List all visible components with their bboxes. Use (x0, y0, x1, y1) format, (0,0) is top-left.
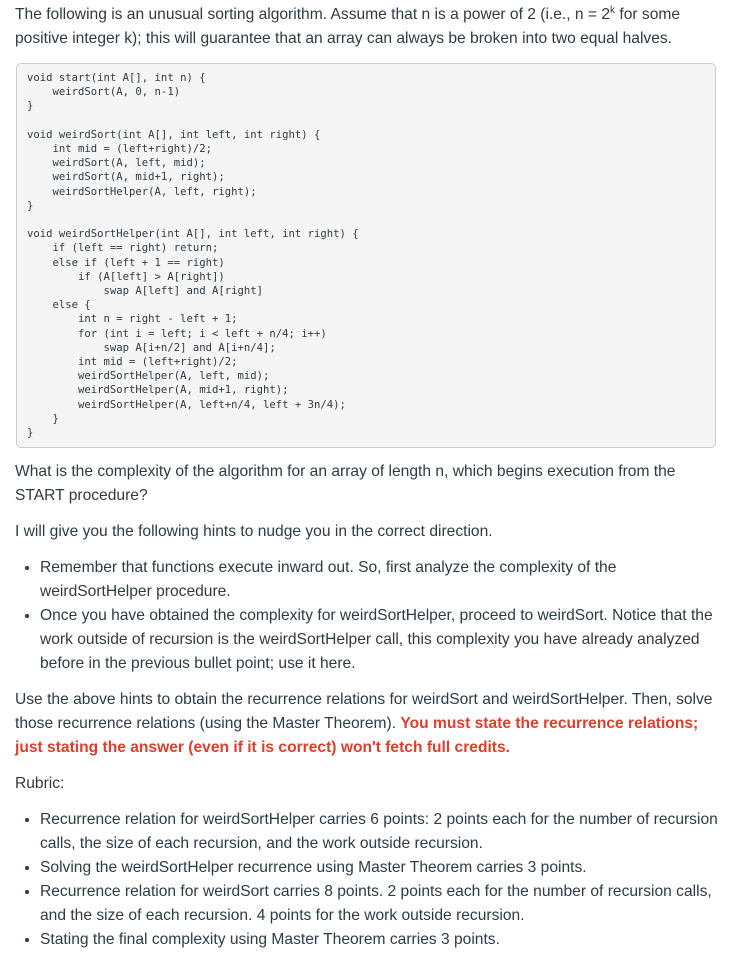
code-line: weirdSortHelper(A, left, right); (52, 185, 257, 198)
hints-intro: I will give you the following hints to nudge you in the correct direction. (15, 523, 493, 541)
intro-text-after: for some positive integer k); this will guarantee that an array can always be broken into two equal halves. (15, 6, 681, 47)
code-line: if (A[left] > A[right]) (78, 270, 225, 283)
list-item: • Stating the final complexity using Master Theorem carries 3 points. (40, 928, 718, 952)
code-line: void weirdSortHelper(int A[], int left, int right) { (27, 228, 359, 241)
code-line: weirdSort(A, left, mid); (52, 157, 206, 170)
code-line: weirdSortHelper(A, left+n/4, left + 3n/4); (78, 398, 346, 411)
list-item: • Recurrence relation for weirdSort carries 8 points. 2 points each for the number of recursion calls, and the size of each recursion. 4 points for the work outside recursion. (40, 880, 718, 928)
code-line: weirdSort(A, mid+1, right); (52, 171, 225, 184)
code-block (16, 63, 716, 448)
hints-list (15, 556, 718, 676)
code-line: int mid = (left+right)/2; (52, 143, 212, 156)
code-line: } (52, 412, 59, 425)
list-item: • Once you have obtained the complexity for weirdSortHelper, proceed to weirdSort. Notice that the work outside of recursion is the weirdSortHelper call, this complexity you have already analyzed before in the previous bullet point; use it here. (40, 604, 718, 676)
intro-text-before: The following is an unusual sorting algorithm. Assume that n is a power of 2 (i.e., n = 2 (15, 6, 611, 23)
instruction-emphasis: You must state the recurrence relations; just stating the answer (even if it is correct) won't fetch full credits. (15, 715, 699, 757)
code-line: swap A[i+n/2] and A[i+n/4]; (103, 341, 276, 354)
instruction-paragraph (15, 688, 718, 760)
code-line: else { (52, 299, 91, 312)
code-line: void weirdSort(int A[], int left, int right) { (27, 128, 321, 141)
code-line: weirdSortHelper(A, left, mid); (78, 370, 270, 383)
rubric-list (15, 808, 718, 952)
list-item: • Recurrence relation for weirdSortHelper carries 6 points: 2 points each for the number of recursion calls, the size of each recursion, and the work outside recursion. (40, 808, 718, 856)
list-item: • Solving the weirdSortHelper recurrence using Master Theorem carries 3 points. (40, 856, 718, 880)
code-line: for (int i = left; i < left + n/4; i++) (78, 327, 327, 340)
code-line: void start(int A[], int n) { (27, 72, 206, 84)
intro-paragraph (15, 3, 718, 51)
code-line: if (left == right) return; (52, 242, 219, 255)
intro-superscript: k (610, 5, 616, 16)
code-line: weirdSortHelper(A, mid+1, right); (78, 384, 289, 397)
list-item: • Remember that functions execute inward out. So, first analyze the complexity of the weirdSortHelper procedure. (40, 556, 718, 604)
code-line: weirdSort(A, 0, n-1) (52, 86, 181, 99)
code-line: } (27, 427, 34, 440)
code-text (27, 71, 705, 440)
rubric-label: Rubric: (15, 775, 65, 793)
code-line: else if (left + 1 == right) (52, 256, 225, 269)
code-line: } (27, 100, 34, 113)
instruction-text: Use the above hints to obtain the recurrence relations for weirdSort and weirdSortHelper. Then, solve those recurrence relations (using the Master Theorem). (15, 691, 713, 733)
code-line: int n = right - left + 1; (78, 313, 238, 326)
code-line: int mid = (left+right)/2; (78, 356, 238, 369)
code-line: swap A[left] and A[right] (103, 285, 263, 298)
code-line: } (27, 199, 34, 212)
question-text: What is the complexity of the algorithm for an array of length n, which begins execution from the START procedure? (15, 463, 676, 505)
